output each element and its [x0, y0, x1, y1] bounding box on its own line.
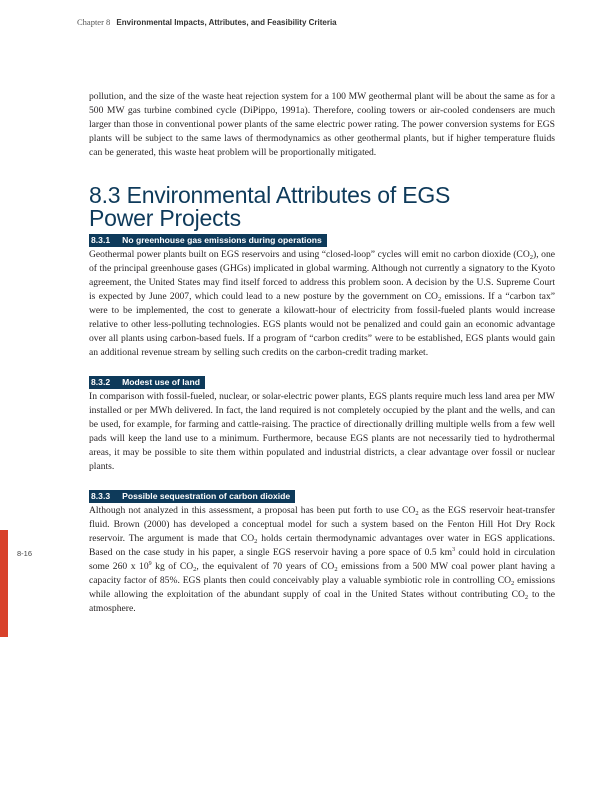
subsection-heading-8-3-1: [89, 234, 327, 247]
subsection-number: 8.3.2: [91, 377, 111, 387]
paragraph-8-3-1: Geothermal power plants built on EGS reservoirs and using “closed-loop” cycles will emit no carbon dioxide $(CO_2)$, one of the principal greenhouse gases (GHGs) implicated in global warming. Although not currently a signatory to the Kyoto agreement, the United States may find itself forced to address this problem soon. A decision by the U.S. Supreme Court is expected by June 2007, which could lead to a new posture by the government on $CO_2$ emissions. If a “carbon tax” were to be implemented, the cost to generate a kilowatt-hour of electricity from fossil-fueled plants would increase relative to other less-polluting technologies. EGS plants would not be penalized and could gain an economic advantage over all plants using carbon-based fuels. If a program of “carbon credits” were to be established, EGS plants would gain an additional revenue stream by selling such credits on the carbon-credit trading market.: [89, 249, 555, 358]
subsection-title: Possible sequestration of carbon dioxide: [122, 491, 291, 501]
subsection-heading-8-3-3: [89, 490, 295, 503]
paragraph-8-3-3: Although not analyzed in this assessment, a proposal has been put forth to use $CO_2$ as the EGS reservoir heat-transfer fluid. Brown (2000) has developed a conceptual model for such a system based on the Fenton Hill Hot Dry Rock reservoir. The argument is made that $CO_2$ holds certain thermodynamic advantages over water in EGS applications. Based on the case study in his paper, a single EGS reservoir having a pore space of 0.5 $km^3$ could hold in circulation some 260 x $10^9$ kg of $CO_2$, the equivalent of 70 years of $CO_2$ emissions from a 500 MW coal power plant having a capacity factor of 85%. EGS plants then could conceivably play a valuable symbiotic role in controlling $CO_2$ emissions while allowing the exploitation of the abundant supply of coal in the United States without contributing $CO_2$ to the atmosphere.: [89, 505, 556, 614]
subsection-number: 8.3.1: [91, 235, 111, 245]
subsection-number: 8.3.3: [91, 491, 111, 501]
page-content: [89, 90, 555, 616]
chapter-title: Environmental Impacts, Attributes, and Feasibility Criteria: [116, 18, 337, 27]
subsection-heading-8-3-2: [89, 376, 205, 389]
section-heading: [89, 184, 555, 230]
running-header: [77, 17, 337, 27]
section-title-line2: Power Projects: [89, 205, 241, 231]
intro-paragraph: pollution, and the size of the waste heat rejection system for a 100 MW geothermal plant will be about the same as for a 500 MW gas turbine combined cycle (DiPippo, 1991a). Therefore, cooling towers or air-cooled condensers are much larger than those in conventional power plants of the same electric power rating. The power conversion systems for EGS plants will be subject to the same laws of thermodynamics as other geothermal plants, but if higher temperature fluids can be generated, this waste heat problem will be proportionally mitigated.: [89, 91, 555, 158]
paragraph-8-3-2: In comparison with fossil-fueled, nuclear, or solar-electric power plants, EGS plants require much less land area per MW installed or per MWh delivered. In fact, the land required is not completely occupied by the plant and the wells, and can be used, for example, for farming and cattle-raising. The practice of directionally drilling multiple wells from a few well pads will keep the land use to a minimum. Furthermore, because EGS plants are not necessarily tied to hydrothermal areas, it may be possible to site them within populated and industrial districts, a clear advantage over fossil or nuclear plants.: [89, 391, 555, 472]
subsection-title: No greenhouse gas emissions during operations: [122, 235, 322, 245]
section-title-line1: 8.3 Environmental Attributes of EGS: [89, 182, 451, 208]
page-number: 8-16: [17, 549, 33, 558]
subsection-title: Modest use of land: [122, 377, 200, 387]
page-edge-tab: [0, 530, 8, 637]
chapter-label: Chapter 8: [77, 17, 111, 27]
